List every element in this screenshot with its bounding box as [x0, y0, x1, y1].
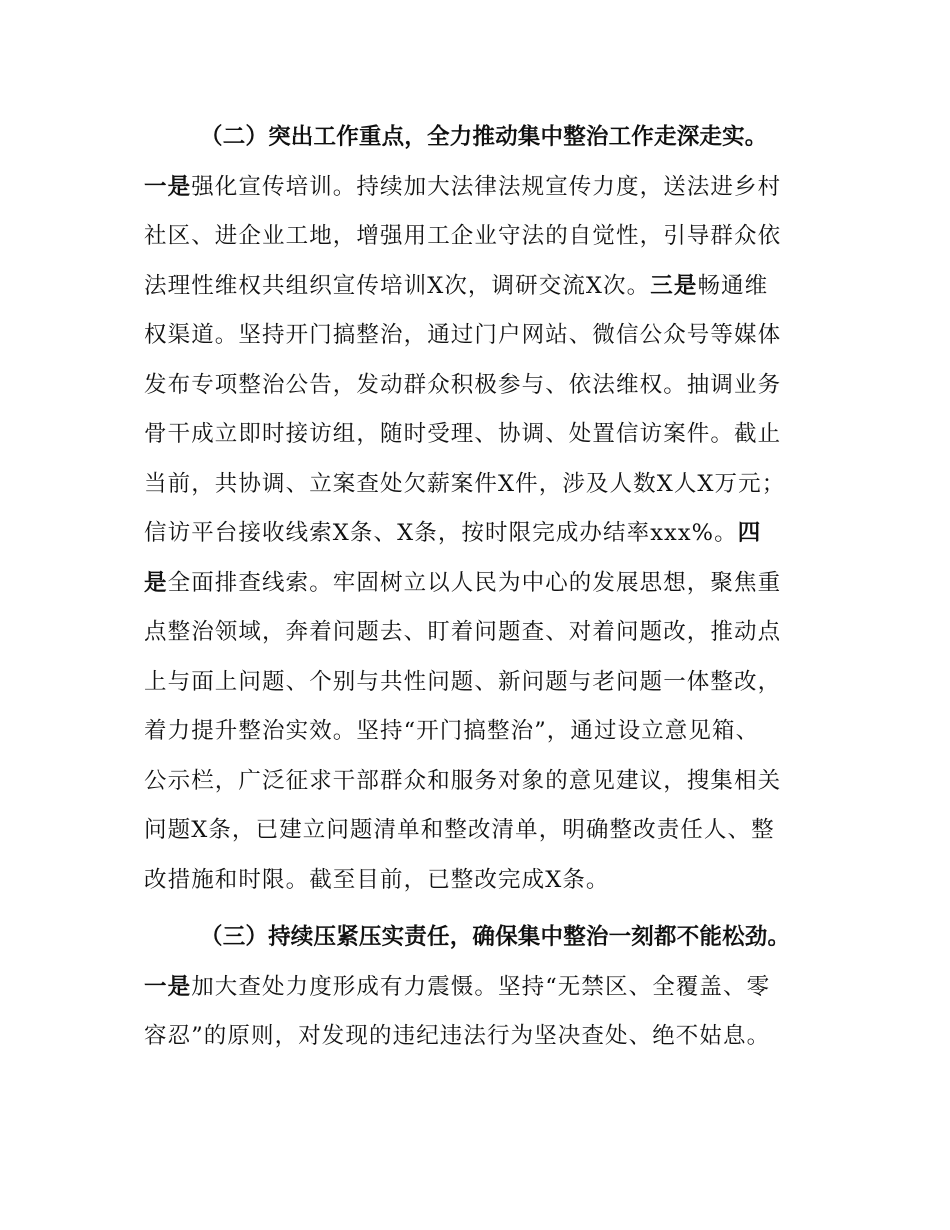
emphasis-text: 一是 — [144, 173, 192, 200]
emphasis-text: 三是 — [650, 272, 698, 299]
section-heading-3: （三）持续压紧压实责任，确保集中整治一刻都不能松劲。 — [200, 924, 791, 950]
line-text: 信访平台接收线索X条、X条，按时限完成办结率xxx%。 — [144, 520, 738, 546]
line-text: 社区、进企业工地，增强用工企业守法的自觉性，引导群众依 — [144, 223, 782, 249]
text-line — [144, 460, 812, 510]
text-line — [144, 757, 812, 807]
line-text: 问题X条，已建立问题清单和整改清单，明确整改责任人、整 — [144, 817, 775, 843]
text-line — [144, 361, 812, 411]
line-text: 强化宣传培训。持续加大法律法规宣传力度，送法进乡村 — [191, 173, 782, 200]
text-line — [144, 963, 812, 1013]
text-line — [144, 1012, 812, 1062]
text-line — [144, 658, 812, 708]
line-text: 容忍”的原则，对发现的违纪违法行为坚决查处、绝不姑息。 — [144, 1023, 771, 1049]
line-text: 发布专项整治公告，发动群众积极参与、依法维权。抽调业务 — [144, 371, 782, 398]
text-line — [144, 856, 812, 906]
line-text: 骨干成立即时接访组，随时受理、协调、处置信访案件。截止 — [144, 421, 782, 447]
text-line — [144, 163, 812, 213]
emphasis-text: 是 — [144, 569, 168, 596]
emphasis-text: 四 — [737, 520, 762, 546]
text-line — [144, 509, 812, 559]
emphasis-text: 一是 — [144, 973, 192, 1000]
line-text: 上与面上问题、个别与共性问题、新问题与老问题一体整改， — [144, 668, 782, 695]
text-line — [144, 806, 812, 856]
line-text: 点整治领域，奔着问题去、盯着问题查、对着问题改，推动点 — [144, 619, 782, 645]
section-body-3 — [144, 963, 812, 1062]
line-text: 法理性维权共组织宣传培训X次，调研交流X次。 — [144, 272, 651, 299]
line-text: 权渠道。坚持开门搞整治，通过门户网站、微信公众号等媒体 — [144, 322, 782, 348]
line-text: 公示栏，广泛征求干部群众和服务对象的意见建议，搜集相关 — [144, 767, 782, 794]
text-line — [144, 212, 812, 262]
text-line — [144, 608, 812, 658]
document-page — [144, 113, 812, 1062]
line-text: 改措施和时限。截至目前，已整改完成X条。 — [144, 866, 610, 893]
line-text: 当前，共协调、立案查处欠薪案件X件，涉及人数X人X万元； — [144, 470, 786, 497]
text-line — [144, 262, 812, 312]
text-line — [144, 311, 812, 361]
line-text: 全面排查线索。牢固树立以人民为中心的发展思想，聚焦重 — [167, 569, 782, 596]
line-text: 加大查处力度形成有力震慑。坚持“无禁区、全覆盖、零 — [191, 973, 771, 1000]
section-body-2 — [144, 163, 812, 906]
text-line — [144, 707, 812, 757]
line-text: 畅通维 — [697, 272, 769, 299]
section-heading-2: （二）突出工作重点，全力推动集中整治工作走深走实。 — [200, 124, 768, 150]
text-line — [144, 559, 812, 609]
text-line — [144, 410, 812, 460]
line-text: 着力提升整治实效。坚持“开门搞整治”，通过设立意见箱、 — [144, 718, 760, 744]
